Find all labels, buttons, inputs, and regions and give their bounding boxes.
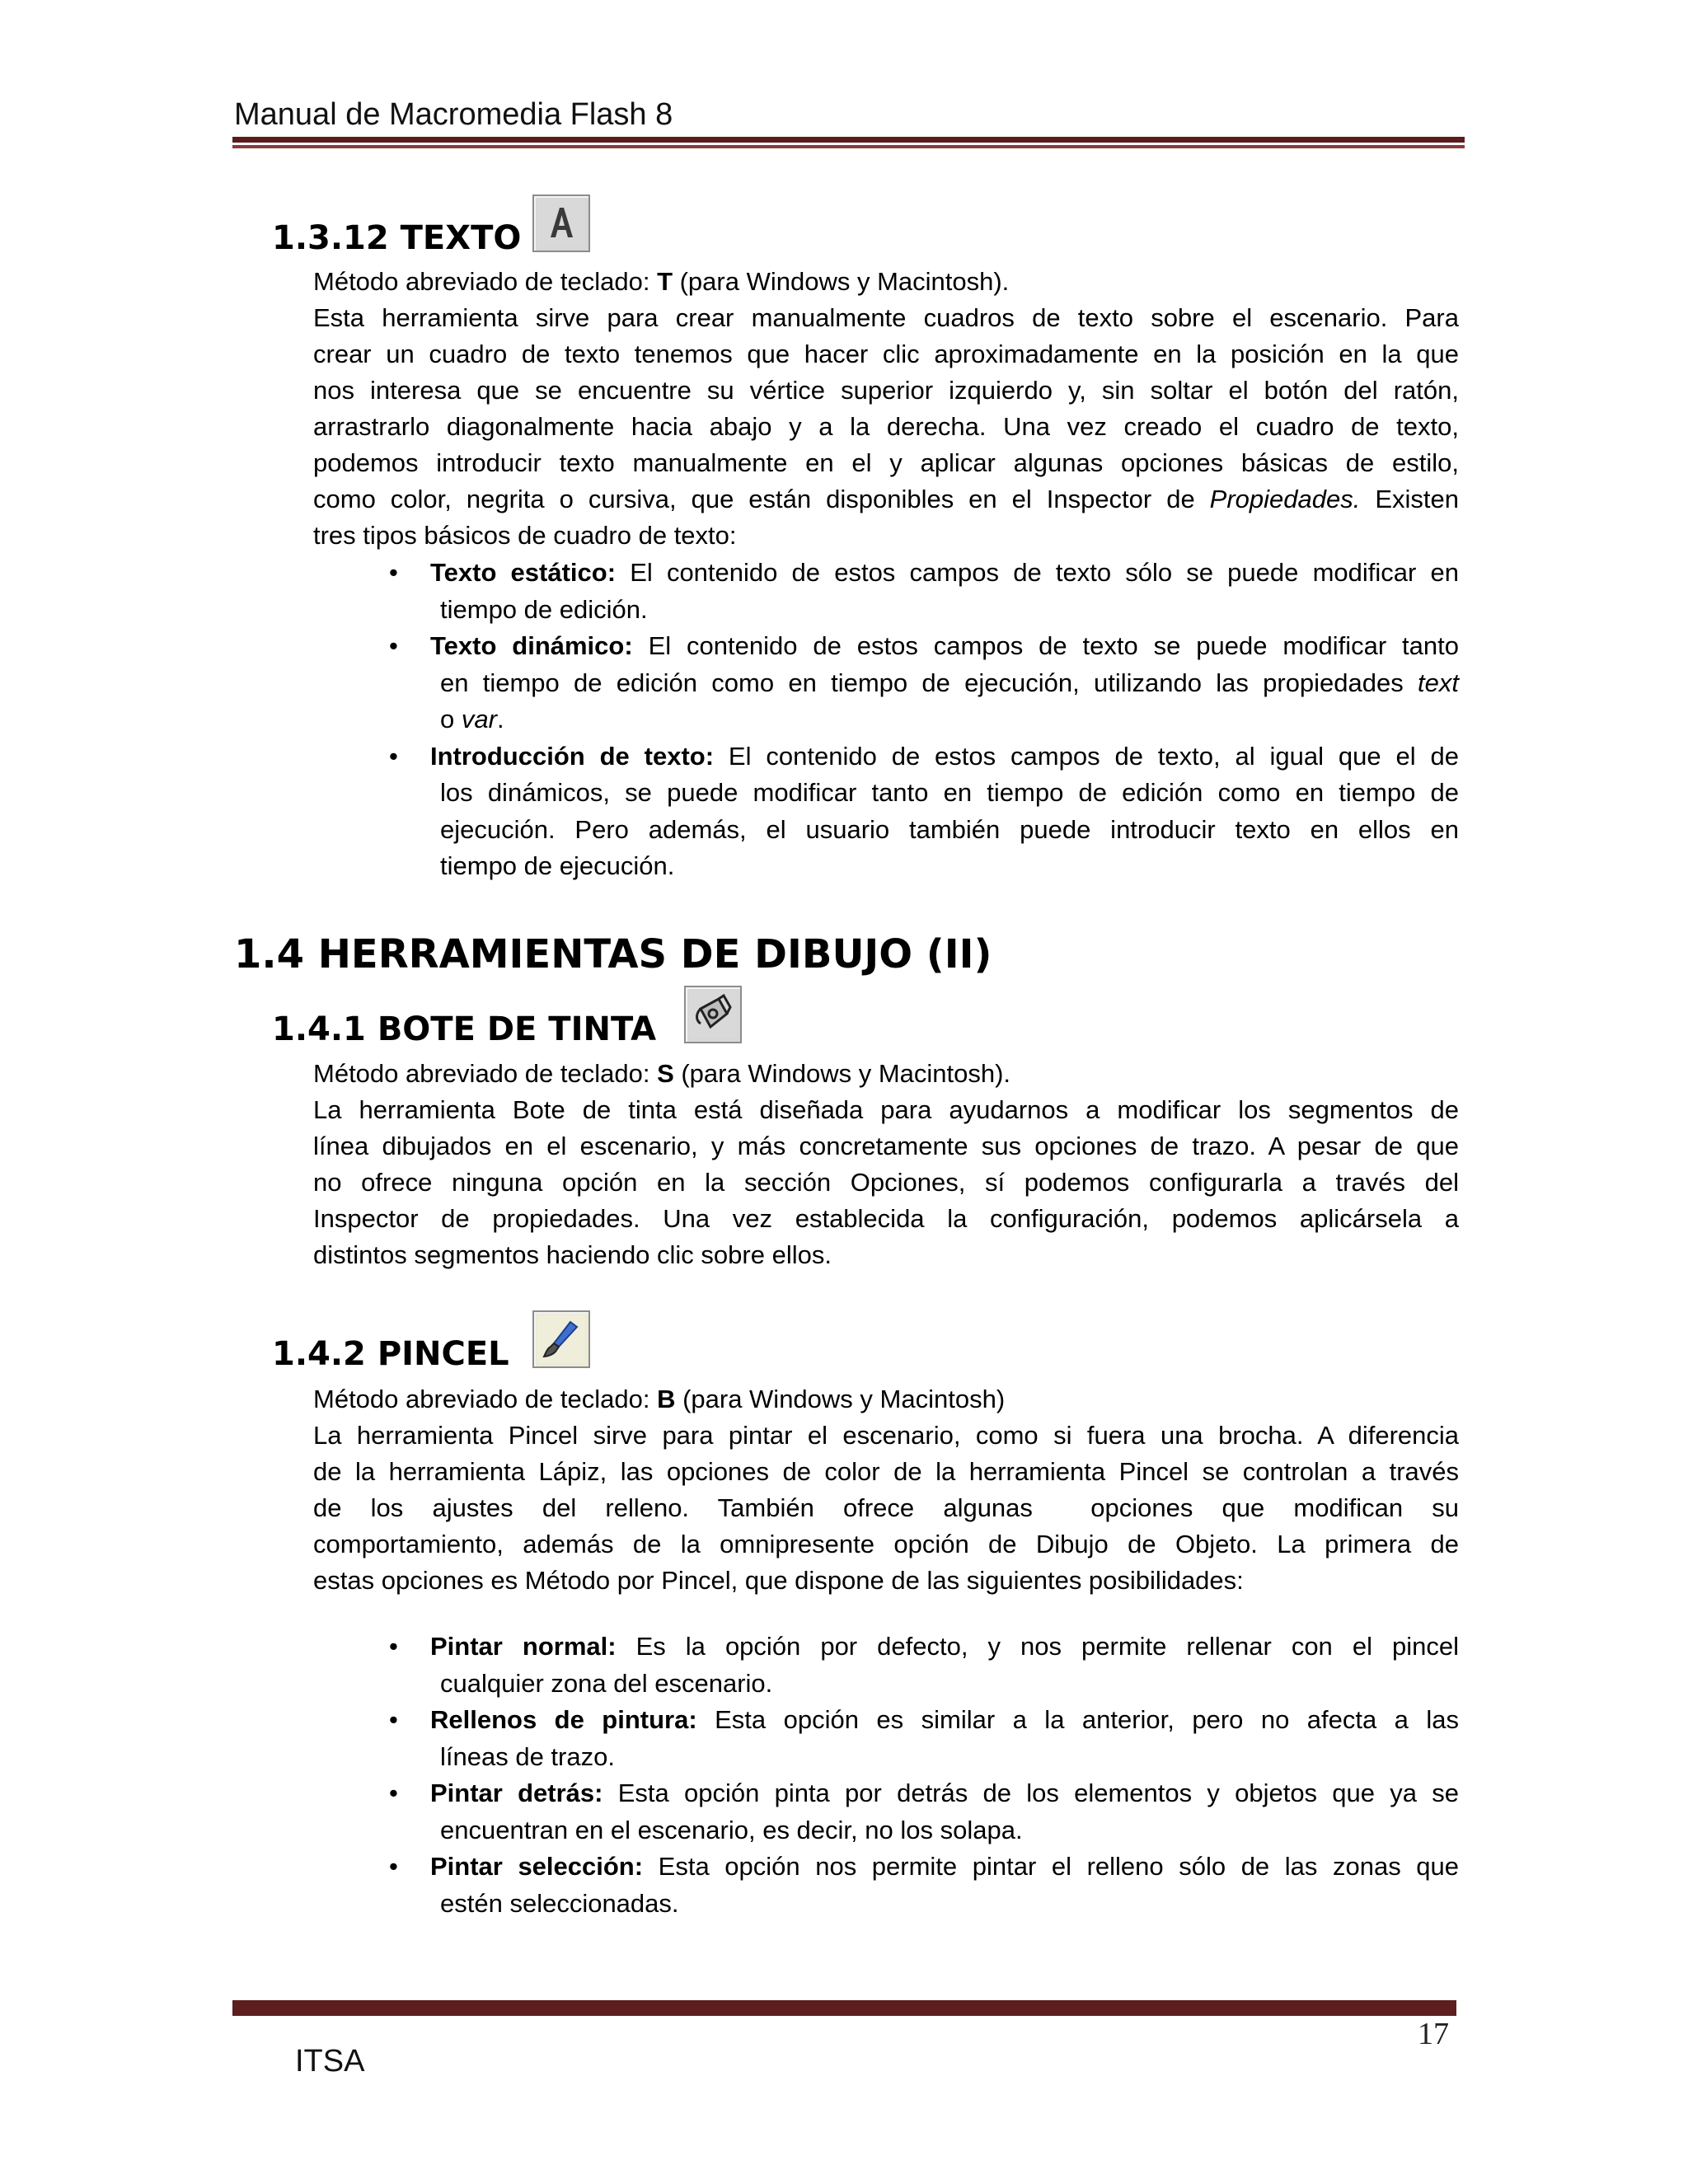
paragraph-line: línea dibujados en el escenario, y más concretamente sus opciones de trazo. A pesar de que [313,1132,1459,1160]
bote-de-tinta-body [313,1056,1459,1273]
section-heading-pincel: 1.4.2 PINCEL [272,1335,509,1373]
paragraph-line: como color, negrita o cursiva, que están disponibles en el Inspector de Propiedades. Existen [313,485,1459,513]
shortcut-line: Método abreviado de teclado: T (para Windows y Macintosh). [313,267,1010,296]
paragraph-line: de la herramienta Lápiz, las opciones de color de la herramienta Pincel se controlan a través [313,1457,1459,1486]
paragraph-line: tres tipos básicos de cuadro de texto: [313,521,737,550]
header-rule [232,137,1465,143]
paragraph-line: nos interesa que se encuentre su vértice superior izquierdo y, sin soltar el botón del ratón, [313,376,1459,405]
paragraph-line: arrastrarlo diagonalmente hacia abajo y a la derecha. Una vez creado el cuadro de texto, [313,412,1459,441]
paragraph-line: La herramienta Bote de tinta está diseñada para ayudarnos a modificar los segmentos de [313,1095,1459,1124]
texto-bullet-list [387,555,1459,885]
list-item: • Introducción de texto: El contenido de estos campos de texto, al igual que el de los dinámicos, se puede modificar tanto en tiempo de edición como en tiempo de ejecución. Pero además, el usuario también puede introducir texto en ellos en tiempo de ejecución. [387,738,1459,885]
ink-bottle-tool-icon [684,986,742,1043]
pincel-body [313,1381,1459,1599]
list-item: • Pintar normal: Es la opción por defecto, y nos permite rellenar con el pincel cualquier zona del escenario. [387,1629,1459,1702]
footer-rule [232,2000,1456,2016]
list-item: • Texto estático: El contenido de estos campos de texto sólo se puede modificar en tiempo de edición. [387,555,1459,628]
brush-tool-icon [532,1310,590,1368]
shortcut-key: B [657,1385,676,1413]
section-heading-texto: 1.3.12 TEXTO [272,219,522,257]
texto-body [313,264,1459,554]
running-header: Manual de Macromedia Flash 8 [234,97,673,132]
list-item: • Texto dinámico: El contenido de estos campos de texto se puede modificar tanto en tiempo de edición como en tiempo de ejecución, utilizando las propiedades text o var. [387,628,1459,738]
list-item: • Pintar selección: Esta opción nos permite pintar el relleno sólo de las zonas que estén seleccionadas. [387,1849,1459,1922]
shortcut-key: S [657,1059,674,1088]
paragraph-line: podemos introducir texto manualmente en el y aplicar algunas opciones básicas de estilo, [313,448,1459,477]
section-heading-bote-de-tinta: 1.4.1 BOTE DE TINTA [272,1010,657,1048]
footer-label: ITSA [295,2044,365,2079]
list-item: • Pintar detrás: Esta opción pinta por detrás de los elementos y objetos que ya se encuentran en el escenario, es decir, no los solapa. [387,1775,1459,1849]
paragraph-line: distintos segmentos haciendo clic sobre ellos. [313,1240,832,1269]
chapter-heading: 1.4 HERRAMIENTAS DE DIBUJO (II) [234,931,992,977]
pincel-bullet-list [387,1629,1459,1922]
paragraph-line: estas opciones es Método por Pincel, que dispone de las siguientes posibilidades: [313,1566,1244,1595]
paragraph-line: de los ajustes del relleno. También ofrece algunas opciones que modifican su [313,1493,1459,1522]
paragraph-line: crear un cuadro de texto tenemos que hacer clic aproximadamente en la posición en la que [313,340,1459,368]
shortcut-key: T [657,267,673,296]
paragraph-line: Esta herramienta sirve para crear manualmente cuadros de texto sobre el escenario. Para [313,303,1459,332]
paragraph-line: La herramienta Pincel sirve para pintar el escenario, como si fuera una brocha. A diferencia [313,1421,1459,1450]
paragraph-line: no ofrece ninguna opción en la sección Opciones, sí podemos configurarla a través del [313,1168,1459,1197]
shortcut-line: Método abreviado de teclado: S (para Windows y Macintosh). [313,1059,1011,1088]
list-item: • Rellenos de pintura: Esta opción es similar a la anterior, pero no afecta a las líneas de trazo. [387,1702,1459,1775]
page-number: 17 [1418,2017,1449,2051]
paragraph-line: comportamiento, además de la omnipresente opción de Dibujo de Objeto. La primera de [313,1530,1459,1558]
header-rule-thin [232,145,1465,148]
paragraph-line: Inspector de propiedades. Una vez establecida la configuración, podemos aplicársela a [313,1204,1459,1233]
shortcut-line: Método abreviado de teclado: B (para Windows y Macintosh) [313,1385,1006,1413]
text-tool-icon [532,194,590,252]
